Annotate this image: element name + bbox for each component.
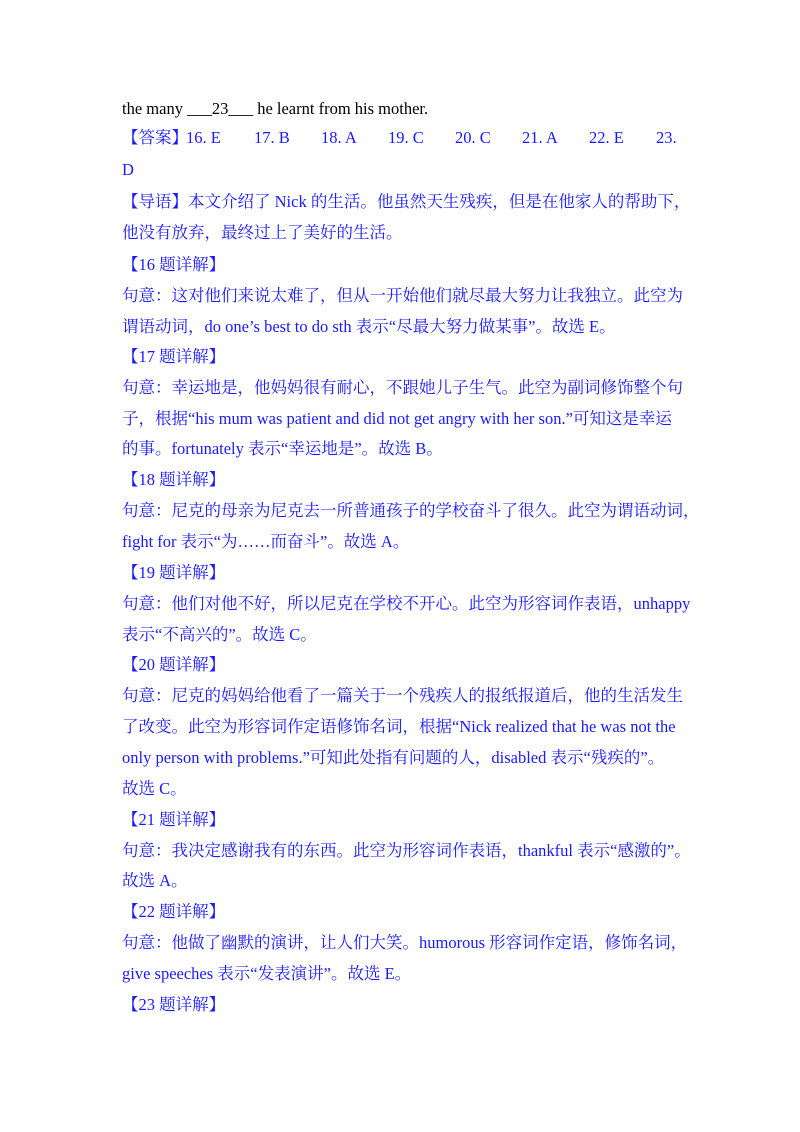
- answer-label: 【答案】: [122, 128, 188, 147]
- section-19-line: 句意：他们对他不好，所以尼克在学校不开心。此空为形容词作表语，unhappy: [122, 594, 691, 613]
- section-18-line: 句意：尼克的母亲为尼克去一所普通孩子的学校奋斗了很久。此空为谓语动词，: [122, 501, 700, 520]
- guide-line-1: 【导语】本文介绍了 Nick 的生活。他虽然天生残疾，但是在他家人的帮助下，: [122, 192, 691, 211]
- answer-19: 19. C: [388, 128, 424, 147]
- section-heading-19: 【19 题详解】: [122, 563, 226, 582]
- section-heading-18: 【18 题详解】: [122, 470, 226, 489]
- section-16-line: 谓语动词，do one’s best to do sth 表示“尽最大努力做某事”。故选 E。: [122, 317, 616, 336]
- section-17-line: 句意：幸运地是，他妈妈很有耐心，不跟她儿子生气。此空为副词修饰整个句: [122, 378, 683, 397]
- answer-23-number: 23.: [656, 128, 677, 147]
- section-heading-22: 【22 题详解】: [122, 902, 226, 921]
- answer-22: 22. E: [589, 128, 624, 147]
- answer-17: 17. B: [254, 128, 290, 147]
- intro-line: the many ___23___ he learnt from his mother.: [122, 99, 429, 118]
- section-17-line: 的事。fortunately 表示“幸运地是”。故选 B。: [122, 439, 443, 458]
- answer-20: 20. C: [455, 128, 491, 147]
- section-20-line: 故选 C。: [122, 779, 187, 798]
- section-20-line: 了改变。此空为形容词作定语修饰名词，根据“Nick realized that he was not the: [122, 717, 676, 736]
- answer-18: 18. A: [321, 128, 357, 147]
- section-20-line: only person with problems.”可知此处指有问题的人，disabled 表示“残疾的”。: [122, 748, 665, 767]
- section-heading-16: 【16 题详解】: [122, 255, 226, 274]
- answer-23-letter: D: [122, 160, 134, 179]
- section-heading-23: 【23 题详解】: [122, 995, 226, 1014]
- section-20-line: 句意：尼克的妈妈给他看了一篇关于一个残疾人的报纸报道后，他的生活发生: [122, 686, 683, 705]
- section-heading-20: 【20 题详解】: [122, 655, 226, 674]
- guide-line-2: 他没有放弃，最终过上了美好的生活。: [122, 223, 403, 242]
- answer-21: 21. A: [522, 128, 558, 147]
- section-16-line: 句意：这对他们来说太难了，但从一开始他们就尽最大努力让我独立。此空为: [122, 286, 683, 305]
- section-22-line: give speeches 表示“发表演讲”。故选 E。: [122, 964, 412, 983]
- section-19-line: 表示“不高兴的”。故选 C。: [122, 625, 317, 644]
- section-21-line: 故选 A。: [122, 871, 188, 890]
- section-heading-21: 【21 题详解】: [122, 810, 226, 829]
- section-18-line: fight for 表示“为……而奋斗”。故选 A。: [122, 532, 410, 551]
- answer-16: 16. E: [186, 128, 221, 147]
- section-21-line: 句意：我决定感谢我有的东西。此空为形容词作表语，thankful 表示“感激的”。: [122, 841, 691, 860]
- section-heading-17: 【17 题详解】: [122, 347, 226, 366]
- section-22-line: 句意：他做了幽默的演讲，让人们大笑。humorous 形容词作定语，修饰名词，: [122, 933, 688, 952]
- section-17-line: 子，根据“his mum was patient and did not get angry with her son.”可知这是幸运: [122, 409, 672, 428]
